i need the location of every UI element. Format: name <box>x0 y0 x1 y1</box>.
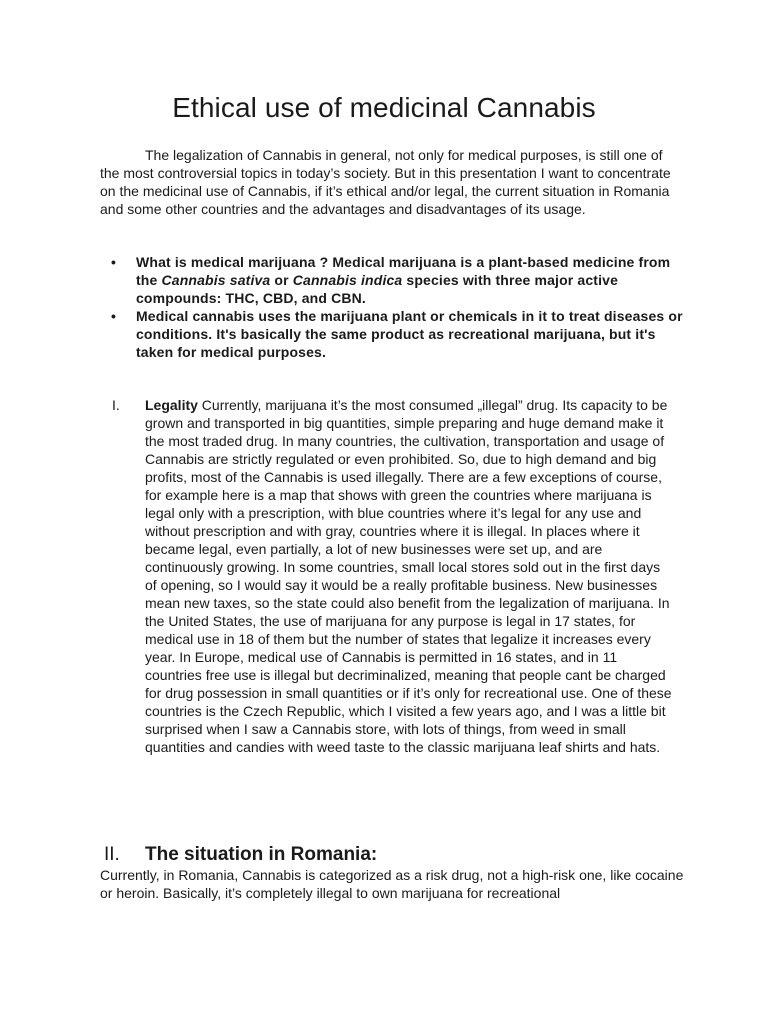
section-body <box>145 396 675 756</box>
bullet-icon: • <box>111 254 117 270</box>
section-heading: Legality <box>145 397 198 413</box>
section-number: II. <box>104 844 120 865</box>
bullet-list <box>100 253 690 361</box>
section-romania-text: Currently, in Romania, Cannabis is categorized as a risk drug, not a high-risk one, like cocaine or heroin. Basically, it’s completely illegal to own marijuana for recreational <box>100 867 684 901</box>
section-text: Currently, marijuana it’s the most consumed „illegal” drug. Its capacity to be grown and transported in big quantities, simple preparing and huge demand make it the most traded drug. In many countries, the cultivation, transportation and usage of Cannabis are strictly regulated or even prohibited. So, due to high demand and big profits, most of the Cannabis is used illegally. There are a few exceptions of course, for example here is a map that shows with green the countries where marijuana is legal only with a prescription, with blue countries where it’s legal for any use and without prescription and with gray, countries where it is illegal. In places where it became legal, even partially, a lot of new businesses were set up, and are continuously growing. In some countries, small local stores sold out in the first days of opening, so I would say it would be a really profitable business. New businesses mean new taxes, so the state could also benefit from the legalization of marijuana. In the United States, the use of marijuana for any purpose is legal in 17 states, for medical use in 18 of them but the number of states that legalize it increases every year. In Europe, medical use of Cannabis is permitted in 16 states, and in 11 countries free use is illegal but decriminalized, meaning that people cant be charged for drug possession in small quantities or if it’s only for recreational use. One of these countries is the Czech Republic, which I visited a few years ago, and I was a little bit surprised when I saw a Cannabis store, with lots of things, from weed in small quantities and candies with weed taste to the classic marijuana leaf shirts and hats. <box>145 397 672 755</box>
bullet-italic-species: Cannabis sativa <box>161 272 271 288</box>
bullet-item-medical-marijuana <box>100 253 690 307</box>
intro-text: The legalization of Cannabis in general, not only for medical purposes, is still one of the most controversial topics in today’s society. But in this presentation I want to concentrate on the medicinal use of Cannabis, if it’s ethical and/or legal, the current situation in Romania and some other countries and the advantages and disadvantages of its usage. <box>100 147 671 217</box>
document-title: Ethical use of medicinal Cannabis <box>172 92 596 123</box>
bullet-italic-species: Cannabis indica <box>292 272 403 288</box>
section-legality <box>100 396 690 756</box>
bullet-text: Medical cannabis uses the marijuana plant or chemicals in it to treat diseases or conditions. It's basically the same product as recreational marijuana, but it's taken for medical purposes. <box>136 308 683 360</box>
bullet-item-medical-cannabis <box>100 307 690 361</box>
bullet-icon: • <box>111 308 117 324</box>
bullet-text-part: or <box>270 272 293 288</box>
bullet-text-part: What is medical marijuana ? Medical marijuana is a plant-based medicine from the <box>136 254 671 288</box>
section-heading: The situation in Romania: <box>145 844 378 865</box>
bullet-text-part: species with three major active compounds: THC, CBD, and CBN. <box>136 272 619 306</box>
section-number: I. <box>112 397 120 413</box>
intro-paragraph <box>100 146 680 218</box>
